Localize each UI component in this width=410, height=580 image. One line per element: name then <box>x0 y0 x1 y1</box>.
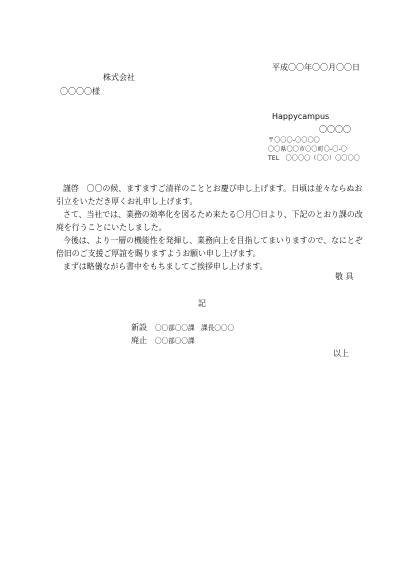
sender-address: 〇〇県〇〇市〇〇町〇-〇-〇 <box>268 146 348 153</box>
sender-postal: 〒〇〇〇-〇〇〇〇 <box>268 137 320 144</box>
body-line: 倍旧のご支援ご厚誼を賜りますようお願い申し上げます。 <box>56 249 261 258</box>
item-value: 〇〇部〇〇課 課長〇〇〇 <box>155 324 235 332</box>
ki-heading: 記 <box>198 299 206 308</box>
item-value: 〇〇部〇〇課 <box>155 337 195 345</box>
date: 平成〇〇年〇〇月〇〇日 <box>272 63 360 72</box>
body-line: 謹啓 〇〇の候、ますますご清祥のこととお慶び申し上げます。日頃は並々ならぬお <box>63 184 363 193</box>
body-line: まずは略儀ながら書中をもちましてご挨拶申し上げます。 <box>63 262 268 271</box>
body-line: 今後は、より一層の機能性を発揮し、業務向上を目指してまいりますので、なにとぞ <box>63 236 363 245</box>
body-line: 廃を行うことにいたしました。 <box>56 223 167 232</box>
recipient-name: 〇〇〇〇様 <box>60 87 100 96</box>
sender-tel: TEL 〇〇〇〇（〇〇）〇〇〇〇 <box>268 155 360 162</box>
body-line: さて、当社では、業務の効率化を図るため来たる〇月〇日より、下記のとおり課の改 <box>63 210 363 219</box>
item-label: 新設 <box>131 323 147 332</box>
end-mark: 以上 <box>333 349 349 358</box>
sender-name: 〇〇〇〇 <box>319 125 351 134</box>
item-label: 廃止 <box>131 336 147 345</box>
body-line: 引立をいただき厚くお礼申し上げます。 <box>56 197 198 206</box>
sender-company: Happycampus <box>272 112 330 121</box>
closing: 敬 具 <box>335 272 354 281</box>
recipient-company: 株式会社 <box>103 73 135 82</box>
